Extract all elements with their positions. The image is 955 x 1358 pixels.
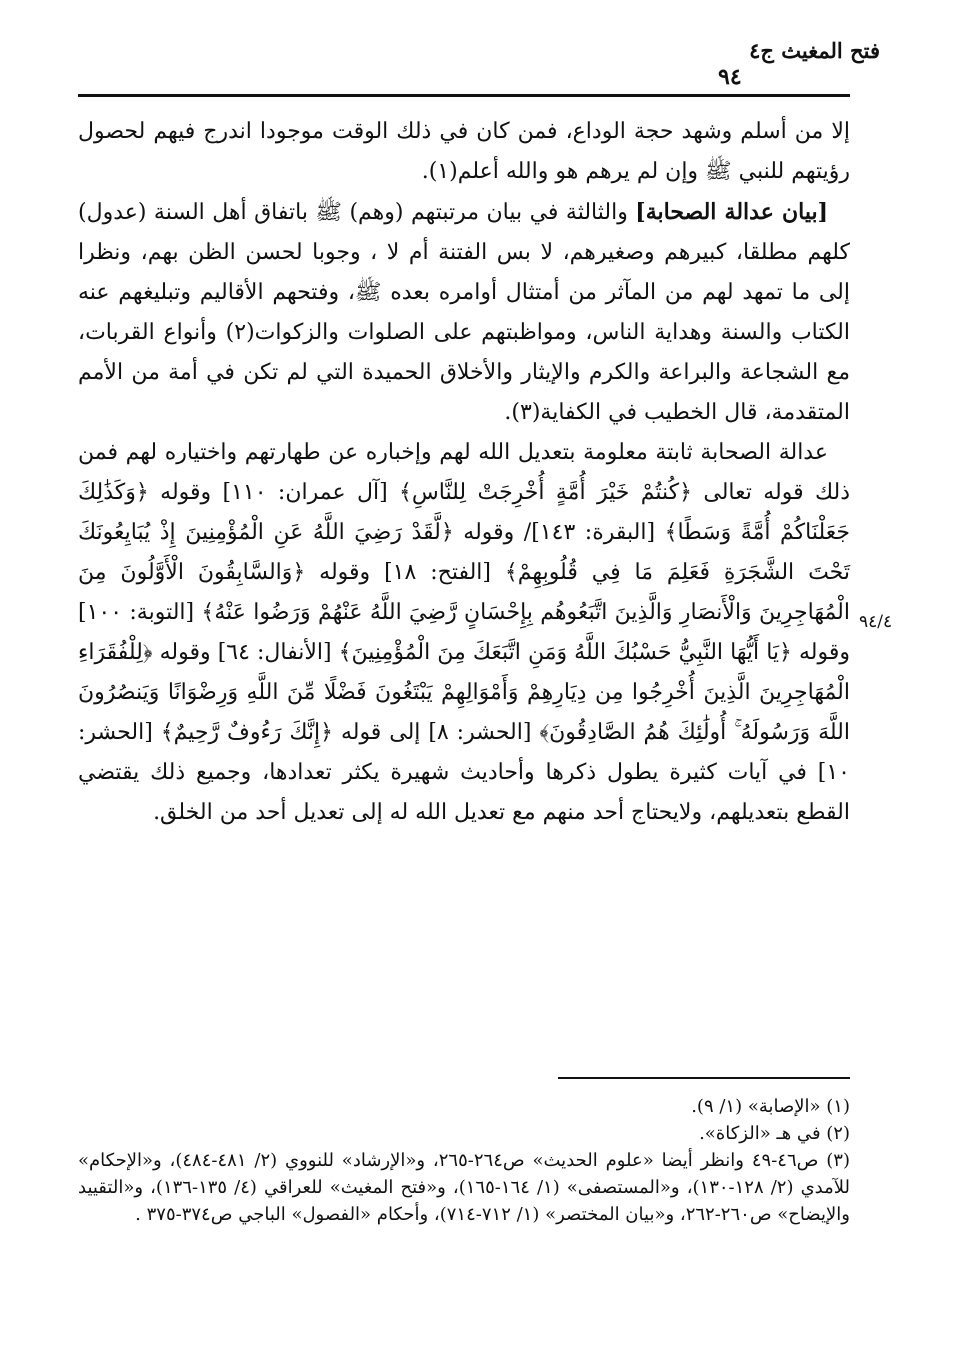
footnote-1: (١) «الإصابة» (١/ ٩). (691, 1096, 850, 1117)
paragraph-1: إلا من أسلم وشهد حجة الوداع، فمن كان في ذلك الوقت موجودا اندرج فيهم لحصول رؤيتهم للنبي ﷺ وإن لم يرهم هو والله أعلم(١). (78, 119, 850, 184)
header-divider (78, 94, 850, 97)
footnotes (78, 1093, 850, 1228)
running-title: فتح المغيث ج٤ (749, 38, 880, 63)
page-number: ٩٤ (718, 64, 742, 90)
footnote-3: (٣) ص٤٦-٤٩ وانظر أيضا «علوم الحديث» ص٢٦٤-٢٦٥، و«الإرشاد» للنووي (٢/ ٤٨١-٤٨٤)، و«الإحكام» للآمدي (٢/ ١٢٨-١٣٠)، و«المستصفى» (١/ ١٦٤-١٦٥)، و«فتح المغيث» للعراقي (٤/ ١٣٥-١٣٦)، و«التقييد والإيضاح» ص٢٦٠-٢٦٢، و«بيان المختصر» (١/ ٧١٢-٧١٤)، وأحكام «الفصول» الباجي ص٣٧٤-٣٧٥ . (78, 1150, 850, 1225)
main-text (78, 112, 850, 833)
section-heading: [بيان عدالة الصحابة] (635, 199, 828, 225)
paragraph-3: عدالة الصحابة ثابتة معلومة بتعديل الله لهم وإخباره عن طهارتهم واختياره لهم فمن ذلك قوله تعالى ﴿كُنتُمْ خَيْرَ أُمَّةٍ أُخْرِجَتْ لِلنَّاسِ﴾ [آل عمران: ١١٠] وقوله ﴿وَكَذَٰلِكَ جَعَلْنَاكُمْ أُمَّةً وَسَطًا﴾ [البقرة: ١٤٣]/ وقوله ﴿لَّقَدْ رَضِيَ اللَّهُ عَنِ الْمُؤْمِنِينَ إِذْ يُبَايِعُونَكَ تَحْتَ الشَّجَرَةِ فَعَلِمَ مَا فِي قُلُوبِهِمْ﴾ [الفتح: ١٨] وقوله ﴿وَالسَّابِقُونَ الْأَوَّلُونَ مِنَ الْمُهَاجِرِينَ وَالْأَنصَارِ وَالَّذِينَ اتَّبَعُوهُم بِإِحْسَانٍ رَّضِيَ اللَّهُ عَنْهُمْ وَرَضُوا عَنْهُ﴾ [التوبة: ١٠٠] وقوله ﴿يَا أَيُّهَا النَّبِيُّ حَسْبُكَ اللَّهُ وَمَنِ اتَّبَعَكَ مِنَ الْمُؤْمِنِينَ﴾ [الأنفال: ٦٤] وقوله ﴿لِلْفُقَرَاءِ الْمُهَاجِرِينَ الَّذِينَ أُخْرِجُوا مِن دِيَارِهِمْ وَأَمْوَالِهِمْ يَبْتَغُونَ فَضْلًا مِّنَ اللَّهِ وَرِضْوَانًا وَيَنصُرُونَ اللَّهَ وَرَسُولَهُ ۚ أُولَٰئِكَ هُمُ الصَّادِقُونَ﴾ [الحشر: ٨] إلى قوله ﴿إِنَّكَ رَءُوفٌ رَّحِيمٌ﴾ [الحشر: ١٠] في آيات كثيرة يطول ذكرها وأحاديث شهيرة يكثر تعدادها، وجميع ذلك يقتضي القطع بتعديلهم، ولايحتاج أحد منهم مع تعديل الله له إلى تعديل أحد من الخلق. (78, 440, 851, 825)
margin-page-reference: ٩٤/٤ (859, 612, 893, 632)
paragraph-2 (78, 192, 850, 433)
paragraph-2-text: والثالثة في بيان مرتبتهم (وهم) ﷺ باتفاق أهل السنة (عدول) كلهم مطلقا، كبيرهم وصغيرهم، لا بس الفتنة أم لا ، وجوبا لحسن الظن بهم، ونظرا إلى ما تمهد لهم من المآثر من أمتثال أوامره بعده ﷺ، وفتحهم الأقاليم وتبليغهم عنه الكتاب والسنة وهداية الناس، ومواظبتهم على الصلوات والزكوات(٢) وأنواع القربات، مع الشجاعة والبراعة والكرم والإيثار والأخلاق الحميدة التي لم تكن في أمة من الأمم المتقدمة، قال الخطيب في الكفاية(٣). (78, 200, 850, 425)
footnote-divider (558, 1077, 850, 1079)
footnote-2: (٢) في هـ «الزكاة». (699, 1123, 850, 1144)
